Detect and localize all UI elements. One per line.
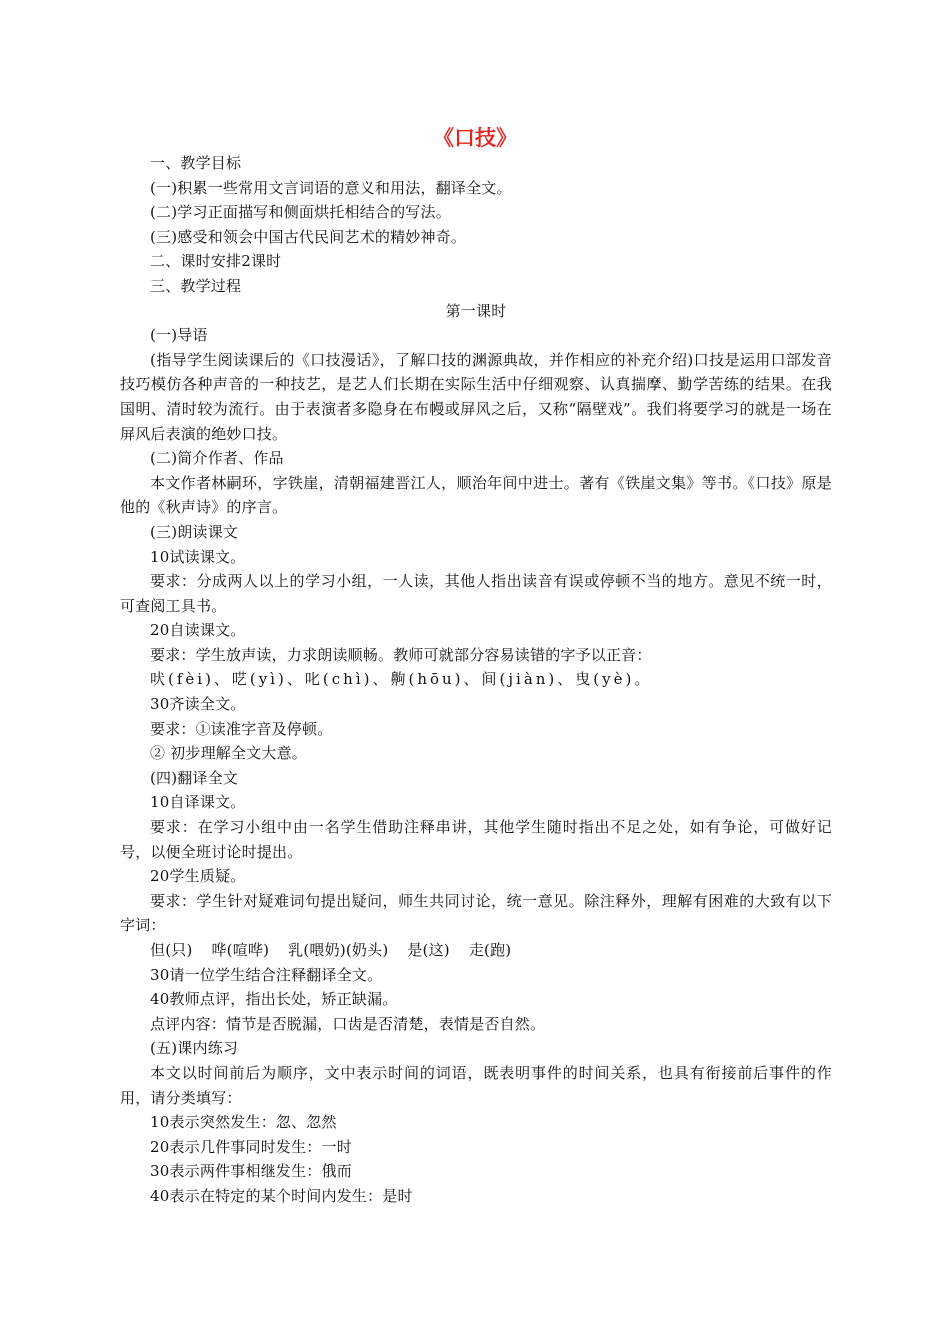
subsection-heading: (五)课内练习 bbox=[150, 1039, 239, 1058]
paragraph: 40表示在特定的某个时间内发生：是时 bbox=[150, 1186, 413, 1205]
subsection-heading: (三)朗读课文 bbox=[150, 522, 239, 541]
paragraph: 40教师点评，指出长处，矫正缺漏。 bbox=[150, 990, 398, 1009]
paragraph: (指导学生阅读课后的《口技漫话》，了解口技的渊源典故，并作相应的补充介绍)口技是运用口部发音技巧模仿各种声音的一种技艺，是艺人们长期在实际生活中仔细观察、认真揣摩、勤学苦练的结果。在我国明、清时较为流行。由于表演者多隐身在布幔或屏风之后，又称“隔壁戏”。我们将要学习的就是一场在屏风后表演的绝妙口技。 bbox=[120, 350, 832, 443]
paragraph: 本文以时间前后为顺序，文中表示时间的词语，既表明事件的时间关系，也具有衔接前后事件的作用，请分类填写： bbox=[120, 1063, 832, 1107]
paragraph: (一)积累一些常用文言词语的意义和用法，翻译全文。 bbox=[150, 178, 512, 197]
paragraph: 10试读课文。 bbox=[150, 547, 246, 566]
paragraph: 30请一位学生结合注释翻译全文。 bbox=[150, 965, 383, 984]
word-item: 但(只) bbox=[150, 941, 193, 959]
paragraph: 点评内容：情节是否脱漏，口齿是否清楚，表情是否自然。 bbox=[150, 1014, 546, 1033]
paragraph: 10自译课文。 bbox=[150, 793, 246, 812]
paragraph: 要求：在学习小组中由一名学生借助注释串讲，其他学生随时指出不足之处，如有争论，可做好记号，以便全班讨论时提出。 bbox=[120, 818, 832, 861]
paragraph: 20自读课文。 bbox=[150, 621, 246, 640]
paragraph: 本文作者林嗣环，字铁崖，清朝福建晋江人，顺治年间中进士。著有《铁崖文集》等书。《口技》原是他的《秋声诗》的序言。 bbox=[120, 473, 832, 517]
word-item: 是(这) bbox=[407, 941, 450, 959]
word-item: 乳(喂奶)(奶头) bbox=[288, 941, 389, 959]
word-list bbox=[120, 938, 832, 963]
document-body bbox=[120, 151, 832, 1209]
paragraph: ② 初步理解全文大意。 bbox=[150, 744, 307, 763]
paragraph: (三)感受和领会中国古代民间艺术的精妙神奇。 bbox=[150, 227, 467, 246]
paragraph: 20表示几件事同时发生：一时 bbox=[150, 1137, 352, 1156]
pronunciation-list: 吠(fèi)、呓(yì)、叱(chì)、齁(hōu)、间(jiàn)、曳(yè)。 bbox=[150, 670, 653, 689]
subsection-heading: (二)简介作者、作品 bbox=[150, 449, 284, 468]
lesson-subtitle: 第一课时 bbox=[445, 301, 507, 320]
section-heading: 一、教学目标 bbox=[150, 154, 242, 172]
subsection-heading: (一)导语 bbox=[150, 326, 208, 345]
paragraph: 30齐读全文。 bbox=[150, 695, 246, 714]
paragraph: 要求：分成两人以上的学习小组，一人读，其他人指出读音有误或停顿不当的地方。意见不统一时，可查阅工具书。 bbox=[120, 572, 832, 615]
section-heading: 二、课时安排2课时 bbox=[150, 252, 282, 271]
paragraph: 30表示两件事相继发生：俄而 bbox=[150, 1162, 352, 1181]
subsection-heading: (四)翻译全文 bbox=[150, 768, 239, 787]
paragraph: 要求：学生放声读，力求朗读顺畅。教师可就部分容易读错的字予以正音： bbox=[150, 645, 652, 664]
paragraph: 要求：学生针对疑难词句提出疑问，师生共同讨论，统一意见。除注释外，理解有困难的大致有以下字词： bbox=[120, 891, 832, 935]
document-title: 《口技》 bbox=[433, 126, 517, 150]
paragraph: 10表示突然发生：忽、忽然 bbox=[150, 1113, 337, 1132]
paragraph: (二)学习正面描写和侧面烘托相结合的写法。 bbox=[150, 203, 451, 222]
paragraph: 要求：①读准字音及停顿。 bbox=[150, 719, 333, 738]
paragraph: 20学生质疑。 bbox=[150, 867, 246, 886]
section-heading: 三、教学过程 bbox=[150, 276, 242, 295]
word-item: 哗(喧哗) bbox=[211, 941, 270, 959]
word-item: 走(跑) bbox=[468, 941, 512, 959]
